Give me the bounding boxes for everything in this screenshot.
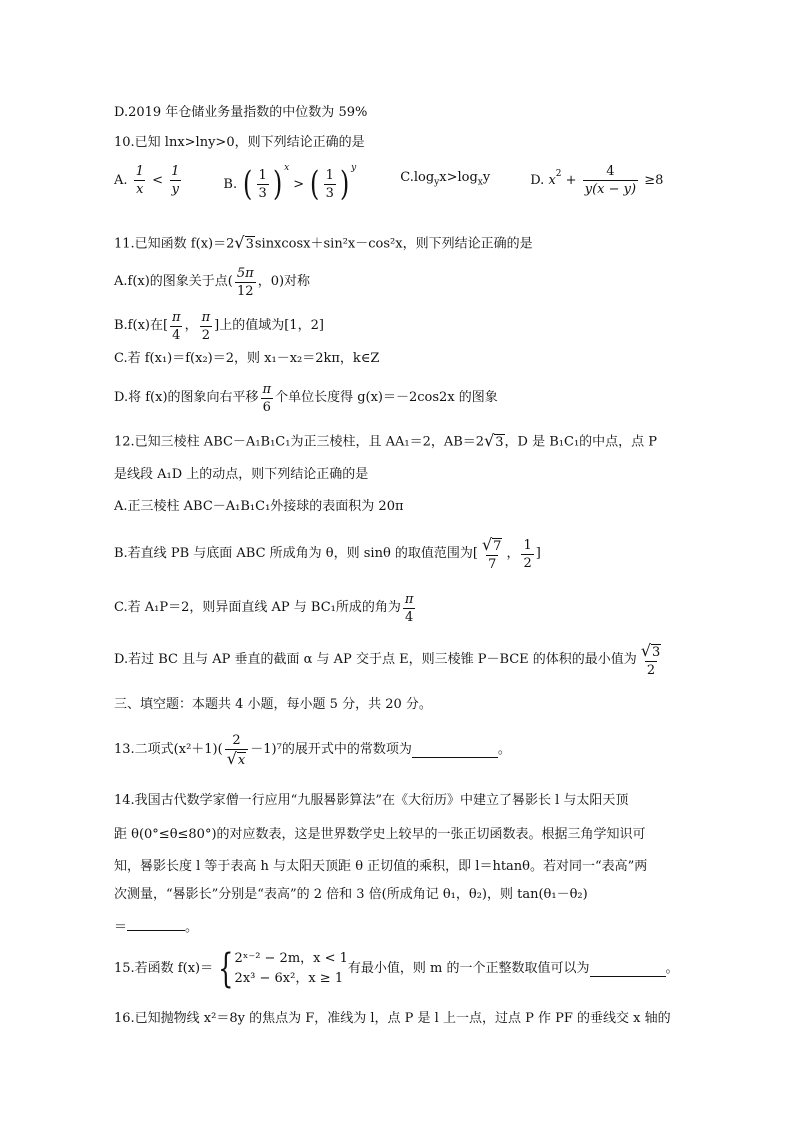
q10-option-c: $C.\log_yx>\log_xy$ <box>400 169 491 188</box>
q14-answer-blank[interactable] <box>127 916 185 931</box>
q15: 15.若函数 f(x)＝ { 2ˣ⁻² − 2m，x < 1 2x³ − 6x²，x ≥ 1 有最小值，则 m 的一个正整数取值可以为 。 <box>114 946 679 992</box>
q14-line5: ＝ 。 <box>114 916 198 937</box>
q14-line1: 14.我国古代数学家僧一行应用“九服晷影算法”在《大衍历》中建立了晷影长 l 与太阳天顶 <box>114 793 629 808</box>
q9-option-d: D.2019 年仓储业务量指数的中位数为 59% <box>114 105 368 120</box>
q15-answer-blank[interactable] <box>590 962 666 977</box>
q10-option-d: D. $x^2$ + $\frac{4}{y(x - y)}$ ≥8 <box>530 163 664 197</box>
q14-line4: 次测量，“晷影长”分别是“表高”的 2 倍和 3 倍(所成角记 θ₁，θ₂)，则 tan(θ₁－θ₂) <box>114 887 588 902</box>
q11-option-c: C.若 f(x₁)＝f(x₂)＝2，则 x₁－x₂＝2kπ，k∈Z <box>114 351 380 366</box>
q16-line1: 16.已知抛物线 x²＝8y 的焦点为 F，准线为 l，点 P 是 l 上一点，过点 P 作 PF 的垂线交 x 轴的 <box>114 1011 671 1026</box>
q14-line2: 距 θ(0°≤θ≤80°)的对应数表，这是世界数学史上较早的一张正切函数表。根据三角学知识可 <box>114 827 646 842</box>
q10-option-b: B. ( $\frac{1}{3}$ ) $^x$ > ( $\frac{1}{3}$ ) $^y$ <box>223 162 357 204</box>
q10-stem: 10.已知 lnx>lny>0，则下列结论正确的是 <box>114 135 365 150</box>
q14-line3: 知，晷影长度 l 等于表高 h 与太阳天顶距 θ 正切值的乘积，即 l＝htanθ。若对同一“表高”两 <box>114 859 648 874</box>
q11-option-b: B.f(x)在[ $\frac{\pi}{4}$ ， $\frac{\pi}{2}$ ]上的值域为[1，2] <box>114 309 324 343</box>
q12-stem-line1: 12.已知三棱柱 ABC－A₁B₁C₁为正三棱柱，且 AA₁＝2，AB＝2√3，D 是 B₁C₁的中点，点 P <box>114 431 658 450</box>
q12-stem-line2: 是线段 A₁D 上的动点，则下列结论正确的是 <box>114 467 369 482</box>
q11-stem: 11.已知函数 f(x)＝2√3sinxcosx＋sin²x－cos²x，则下列结论正确的是 <box>114 233 533 252</box>
q10-options <box>114 160 664 204</box>
q10-option-a: A. $\frac{1}{x}$ < $\frac{1}{y}$ <box>114 163 180 197</box>
q11-option-a: A.f(x)的图象关于点( $\frac{5\pi}{12}$ ，0)对称 <box>114 265 311 299</box>
q12-option-c: C.若 A₁P＝2，则异面直线 AP 与 BC₁所成的角为 $\frac{\pi}{4}$ <box>114 591 414 625</box>
q13: 13.二项式(x²＋1)( $\frac{2}{√x}$ －1)⁷的展开式中的常数项为 。 <box>114 732 511 768</box>
q12-option-d: D.若过 BC 且与 AP 垂直的截面 α 与 AP 交于点 E，则三棱锥 P－BCE 的体积的最小值为 $\frac{√3}{2}$ <box>114 640 661 678</box>
q13-answer-blank[interactable] <box>412 743 498 758</box>
q12-option-a: A.正三棱柱 ABC－A₁B₁C₁外接球的表面积为 20π <box>114 499 404 514</box>
q11-option-d: D.将 f(x)的图象向右平移 $\frac{\pi}{6}$ 个单位长度得 g(x)＝－2cos2x 的图象 <box>114 381 498 415</box>
q12-option-b: B.若直线 PB 与底面 ABC 所成角为 θ，则 sinθ 的取值范围为[ $\frac{√7}{7}$ ， $\frac{1}{2}$ ] <box>114 534 541 572</box>
section-3-title: 三、填空题：本题共 4 小题，每小题 5 分，共 20 分。 <box>114 697 432 712</box>
